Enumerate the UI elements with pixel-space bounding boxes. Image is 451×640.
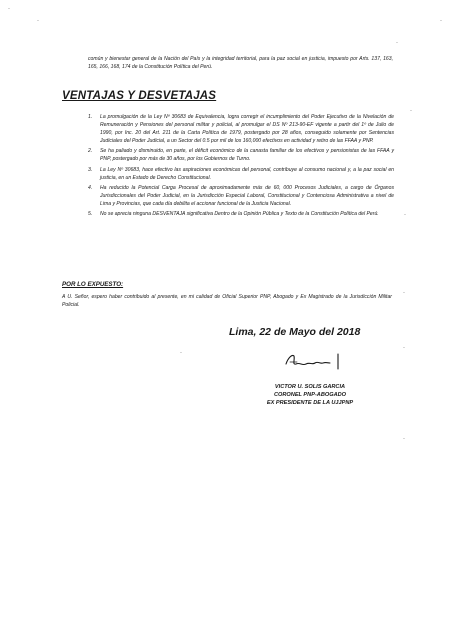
scan-mark: · — [440, 18, 442, 24]
scan-mark: · — [403, 290, 405, 296]
item-text: La Ley Nº 30683, hace efectivo las aspiraciones económicas del personal, contribuye al consumo nacional y, a la paz social en justicia, en un Estado de Derecho Constitucional. — [100, 166, 394, 181]
handwritten-signature — [282, 350, 352, 372]
scan-mark: · — [180, 350, 182, 356]
list-item — [62, 113, 394, 145]
item-number: 2. — [88, 148, 93, 155]
scan-mark: · — [403, 345, 405, 351]
item-text: Ha reducido la Potencial Carga Procesal de aproximadamente más de 60, 000 Procesos Judiciales, a cargo de Órganos Jurisdiccionales del Poder Judicial, en la Jurisdicción Especial Laboral, Constitucional y Contenciosa Administrativa a nivel de Lima y Provincias, que cada día debilita el accionar funcional de la Justicia Nacional. — [100, 184, 394, 207]
item-number: 1. — [88, 114, 93, 120]
signer-block — [240, 383, 380, 407]
item-number: 3. — [88, 166, 93, 173]
item-text: La promulgación de la Ley Nº 30683 de Equivalencia, logra corregir el incumplimiento del Poder Ejecutivo de la Nivelación de Remuneración y Pensiones del personal militar y policial, al promulgar el DS Nº 213-90-EF vigente a partir del 1º de Julio de 1990, por Inc. 20 del Art. 211 de la Carta Política de 1979, postergado por 28 años, conseguido solamente por Sentencias Judiciales del Poder Judicial, a un Sector del 0.5 por mil de los 160,000 efectivos en actividad y retiro de las FFAA y PNP. — [100, 114, 394, 145]
closing-paragraph: A U. Señor, espero haber contribuido al presente, en mi calidad de Oficial Superior PNP, Abogado y Ex Magistrado de la Jurisdicción Militar Policial. — [62, 294, 392, 308]
scan-mark: · — [410, 108, 412, 114]
list-item — [62, 147, 394, 163]
list-item — [62, 166, 394, 182]
signer-name: VICTOR U. SOLIS GARCIA — [274, 384, 346, 390]
item-text: No se aprecia ninguna DESVENTAJA significativa Dentro de la Opinión Pública y Texto de la Constitución Política del Perú. — [100, 211, 379, 218]
item-number: 5. — [88, 211, 93, 218]
section-heading: VENTAJAS Y DESVETAJAS — [62, 90, 217, 102]
list-item — [62, 210, 394, 218]
advantages-list — [62, 113, 394, 220]
date-line: Lima, 22 de Mayo del 2018 — [229, 326, 361, 338]
por-lo-expuesto-heading: POR LO EXPUESTO: — [62, 281, 124, 288]
signer-rank: CORONEL PNP-ABOGADO — [274, 392, 346, 398]
item-number: 4. — [88, 184, 93, 191]
scan-mark: · — [8, 6, 10, 12]
intro-paragraph: común y bienestar general de la Nación del País y la integridad territorial, para la paz social en justicia, impuesto por Arts. 137, 163, 165, 166, 168, 174 de la Constitución Política del Perú. — [88, 56, 393, 71]
scan-mark: · — [404, 212, 406, 218]
item-text: Se ha paliado y disminuido, en parte, el déficit económico de la canasta familiar de los efectivos y pensionistas de las FFAA y PNP, postergado por más de 30 años, por los Gobiernos de Turno. — [100, 148, 394, 163]
scan-mark: · — [37, 18, 39, 24]
signer-title: EX PRESIDENTE DE LA UJJPNP — [266, 400, 354, 406]
scan-mark: · — [403, 436, 405, 442]
scan-mark: · — [396, 40, 398, 46]
list-item — [62, 184, 394, 208]
